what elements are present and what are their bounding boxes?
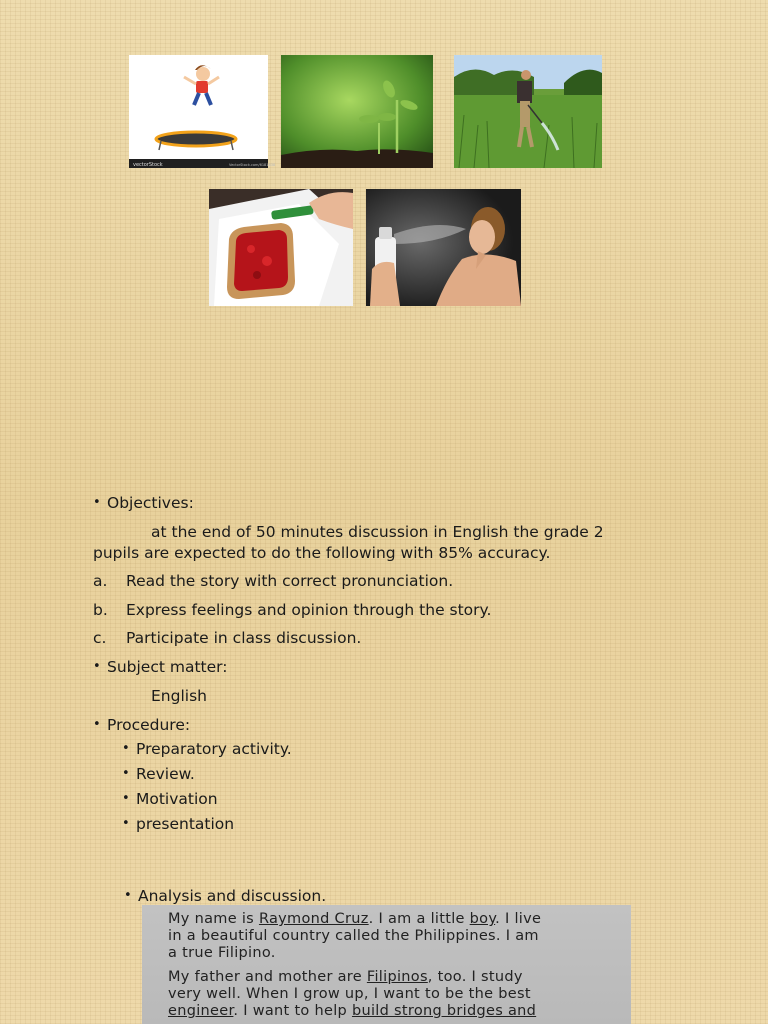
procedure-item-bullet: • xyxy=(122,816,130,831)
analysis-label: Analysis and discussion. xyxy=(138,887,327,905)
objectives-label: Objectives: xyxy=(107,494,194,512)
procedure-bullet: • xyxy=(93,717,101,732)
procedure-item: presentation xyxy=(136,815,235,833)
objective-item-b-letter: b. xyxy=(93,601,108,619)
objectives-text-line2: pupils are expected to do the following with 85% accuracy. xyxy=(93,544,551,562)
story-line: in a beautiful country called the Philippines. I am xyxy=(168,928,539,944)
objective-item-c-letter: c. xyxy=(93,629,107,647)
story-line: My name is Raymond Cruz. I am a little boy. I live xyxy=(168,911,542,927)
procedure-item: Preparatory activity. xyxy=(136,740,292,758)
objective-item-c: Participate in class discussion. xyxy=(126,629,362,647)
procedure-item-bullet: • xyxy=(122,741,130,756)
farmer-spraying-image xyxy=(454,55,602,168)
story-underlined-name: Raymond Cruz xyxy=(258,911,369,927)
story-underlined-bridges: build strong bridges and xyxy=(351,1003,537,1019)
vectorstock-logo-text: vectorStock xyxy=(133,162,163,168)
subject-value: English xyxy=(151,687,207,705)
objectives-text-line1: at the end of 50 minutes discussion in English the grade 2 xyxy=(151,523,604,541)
subject-bullet: • xyxy=(93,659,101,674)
objective-item-a: Read the story with correct pronunciation. xyxy=(126,572,454,590)
analysis-bullet: • xyxy=(124,888,132,903)
procedure-item: Review. xyxy=(136,765,195,783)
story-underlined-engineer: engineer xyxy=(168,1003,234,1019)
story-line: My father and mother are Filipinos, too. I study xyxy=(168,969,523,985)
story-scan xyxy=(142,905,631,1024)
story-underlined-filipinos: Filipinos xyxy=(366,969,428,985)
story-line: a true Filipino. xyxy=(168,945,276,961)
hairspray-woman-image xyxy=(366,189,521,306)
procedure-item-bullet: • xyxy=(122,766,130,781)
boy-trampoline-image xyxy=(129,55,276,168)
story-line: engineer. I want to help build strong bridges and xyxy=(168,1003,537,1019)
objective-item-a-letter: a. xyxy=(93,572,108,590)
vectorstock-id-text: VectorStock.com/6181638 xyxy=(229,163,276,167)
procedure-item-bullet: • xyxy=(122,791,130,806)
story-line: very well. When I grow up, I want to be the best xyxy=(168,986,531,1002)
objective-item-b: Express feelings and opinion through the story. xyxy=(126,601,492,619)
procedure-item: Motivation xyxy=(136,790,218,808)
jam-bread-image xyxy=(209,189,353,306)
story-underlined-boy: boy xyxy=(469,911,496,927)
procedure-label: Procedure: xyxy=(107,716,191,734)
subject-label: Subject matter: xyxy=(107,658,228,676)
seedling-image xyxy=(281,55,433,168)
objectives-bullet: • xyxy=(93,495,101,510)
